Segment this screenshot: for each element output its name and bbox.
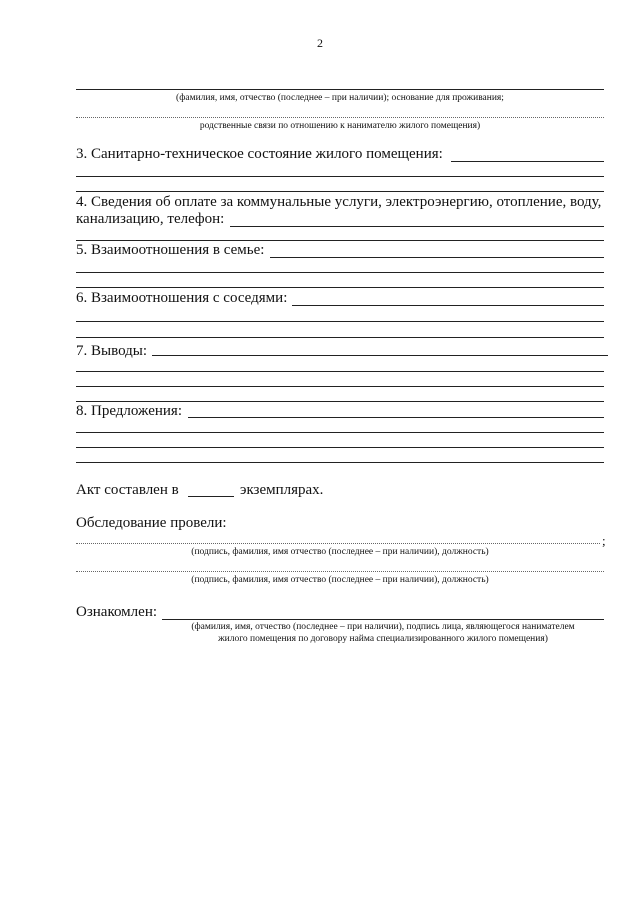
section-3-line-3[interactable] (76, 191, 604, 192)
inspector-2-caption: (подпись, фамилия, имя отчество (последнее – при наличии), должность) (191, 575, 489, 585)
resident-name-line[interactable] (76, 89, 604, 90)
acquainted-caption-line2: жилого помещения по договору найма специализированного жилого помещения) (218, 634, 548, 644)
section-6-input-line[interactable] (292, 305, 604, 306)
section-6-label: 6. Взаимоотношения с соседями: (76, 290, 288, 306)
section-4-label-line1: 4. Сведения об оплате за коммунальные услуги, электроэнергию, отопление, воду, (76, 194, 602, 210)
inspector-1-caption: (подпись, фамилия, имя отчество (последнее – при наличии), должность) (191, 547, 489, 557)
section-8-line-2[interactable] (76, 432, 604, 433)
acquainted-line[interactable] (162, 619, 604, 620)
inspector-1-line[interactable] (76, 543, 600, 544)
inspector-1-semicolon: ; (602, 533, 606, 548)
section-5-input-line[interactable] (270, 257, 604, 258)
copies-prefix: Акт составлен в (76, 482, 179, 498)
copies-suffix: экземплярах. (240, 482, 324, 498)
section-5-label: 5. Взаимоотношения в семье: (76, 242, 265, 258)
resident-name-caption: (фамилия, имя, отчество (последнее – при наличии); основание для проживания; (176, 93, 504, 103)
section-3-line-2[interactable] (76, 176, 604, 177)
section-8-line-3[interactable] (76, 447, 604, 448)
page-number: 2 (317, 36, 323, 50)
section-3-label: 3. Санитарно-техническое состояние жилого помещения: (76, 146, 443, 162)
section-7-line-2[interactable] (76, 371, 604, 372)
inspector-2-line[interactable] (76, 571, 604, 572)
acquainted-caption-line1: (фамилия, имя, отчество (последнее – при наличии), подпись лица, являющегося нанимателем (191, 622, 575, 632)
copies-count-field[interactable] (188, 496, 234, 497)
section-6-line-3[interactable] (76, 337, 604, 338)
section-6-line-2[interactable] (76, 321, 604, 322)
section-5-line-2[interactable] (76, 272, 604, 273)
section-5-line-3[interactable] (76, 287, 604, 288)
section-7-label: 7. Выводы: (76, 343, 148, 359)
section-7-line-3[interactable] (76, 386, 604, 387)
section-8-input-line[interactable] (188, 417, 604, 418)
section-7-input-line[interactable] (152, 355, 608, 356)
section-8-line-4[interactable] (76, 462, 604, 463)
section-4-input-line[interactable] (230, 226, 604, 227)
inspected-by-label: Обследование провели: (76, 515, 227, 531)
section-3-input-line[interactable] (451, 161, 604, 162)
section-4-label-line2: канализацию, телефон: (76, 211, 225, 227)
section-8-label: 8. Предложения: (76, 403, 182, 419)
kinship-caption: родственные связи по отношению к нанимателю жилого помещения) (199, 121, 481, 131)
kinship-line[interactable] (76, 117, 604, 118)
acquainted-label: Ознакомлен: (76, 604, 158, 620)
